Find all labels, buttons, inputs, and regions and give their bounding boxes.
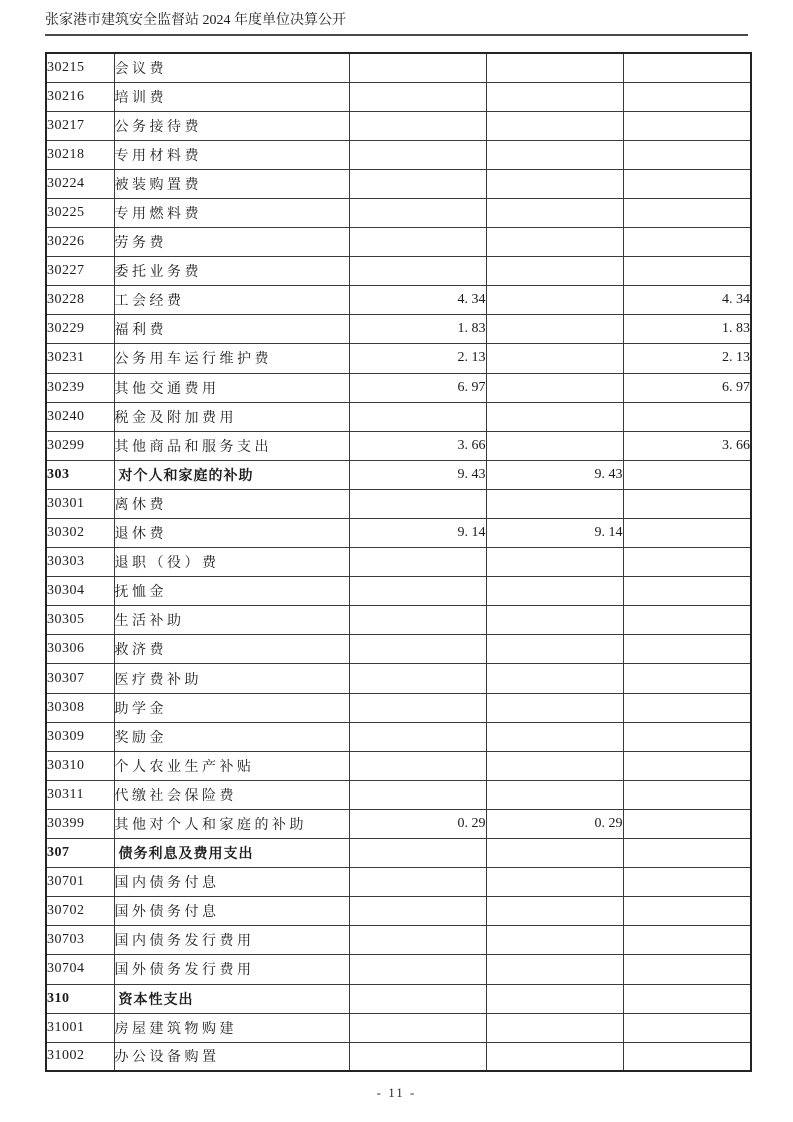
name-cell: 国内债务发行费用 bbox=[114, 926, 349, 955]
name-cell: 代缴社会保险费 bbox=[114, 780, 349, 809]
value2-cell bbox=[486, 577, 623, 606]
name-cell: 国外债务发行费用 bbox=[114, 955, 349, 984]
value1-cell bbox=[349, 839, 486, 868]
value2-cell bbox=[486, 431, 623, 460]
value3-cell bbox=[623, 751, 751, 780]
value1-cell bbox=[349, 198, 486, 227]
table-row bbox=[46, 286, 751, 315]
table-row bbox=[46, 140, 751, 169]
name-cell: 房屋建筑物购建 bbox=[114, 1013, 349, 1042]
table-row bbox=[46, 955, 751, 984]
value1-cell bbox=[349, 868, 486, 897]
value3-cell: 2. 13 bbox=[623, 344, 751, 373]
table-row bbox=[46, 344, 751, 373]
value2-cell bbox=[486, 664, 623, 693]
value1-cell bbox=[349, 1042, 486, 1071]
value1-cell bbox=[349, 169, 486, 198]
name-cell: 抚恤金 bbox=[114, 577, 349, 606]
code-cell: 30306 bbox=[46, 635, 114, 664]
name-cell: 国外债务付息 bbox=[114, 897, 349, 926]
name-cell: 退休费 bbox=[114, 519, 349, 548]
code-cell: 30302 bbox=[46, 519, 114, 548]
code-cell: 310 bbox=[46, 984, 114, 1013]
value2-cell bbox=[486, 169, 623, 198]
value2-cell bbox=[486, 984, 623, 1013]
value3-cell bbox=[623, 693, 751, 722]
value1-cell bbox=[349, 140, 486, 169]
name-cell: 会议费 bbox=[114, 53, 349, 82]
name-cell: 公务用车运行维护费 bbox=[114, 344, 349, 373]
value1-cell: 0. 29 bbox=[349, 809, 486, 838]
value2-cell bbox=[486, 751, 623, 780]
code-cell: 30703 bbox=[46, 926, 114, 955]
value1-cell: 9. 43 bbox=[349, 460, 486, 489]
name-cell: 被装购置费 bbox=[114, 169, 349, 198]
budget-table bbox=[45, 52, 752, 1072]
value3-cell bbox=[623, 402, 751, 431]
name-cell: 资本性支出 bbox=[114, 984, 349, 1013]
value2-cell: 9. 43 bbox=[486, 460, 623, 489]
value1-cell bbox=[349, 984, 486, 1013]
code-cell: 31002 bbox=[46, 1042, 114, 1071]
value2-cell bbox=[486, 257, 623, 286]
value3-cell bbox=[623, 1042, 751, 1071]
table-row bbox=[46, 111, 751, 140]
table-row bbox=[46, 402, 751, 431]
name-cell: 医疗费补助 bbox=[114, 664, 349, 693]
value3-cell bbox=[623, 489, 751, 518]
value3-cell: 3. 66 bbox=[623, 431, 751, 460]
value1-cell bbox=[349, 955, 486, 984]
value2-cell bbox=[486, 897, 623, 926]
name-cell: 离休费 bbox=[114, 489, 349, 518]
value1-cell: 2. 13 bbox=[349, 344, 486, 373]
value1-cell bbox=[349, 722, 486, 751]
value1-cell bbox=[349, 897, 486, 926]
code-cell: 30307 bbox=[46, 664, 114, 693]
value2-cell bbox=[486, 402, 623, 431]
value2-cell bbox=[486, 926, 623, 955]
table-row bbox=[46, 1042, 751, 1071]
table-row bbox=[46, 868, 751, 897]
value3-cell: 1. 83 bbox=[623, 315, 751, 344]
code-cell: 30399 bbox=[46, 809, 114, 838]
value1-cell bbox=[349, 111, 486, 140]
name-cell: 福利费 bbox=[114, 315, 349, 344]
code-cell: 30305 bbox=[46, 606, 114, 635]
value1-cell bbox=[349, 751, 486, 780]
value3-cell bbox=[623, 169, 751, 198]
value1-cell: 9. 14 bbox=[349, 519, 486, 548]
code-cell: 30704 bbox=[46, 955, 114, 984]
value1-cell: 1. 83 bbox=[349, 315, 486, 344]
value3-cell bbox=[623, 257, 751, 286]
value1-cell bbox=[349, 257, 486, 286]
value1-cell bbox=[349, 228, 486, 257]
value2-cell bbox=[486, 780, 623, 809]
value2-cell bbox=[486, 1042, 623, 1071]
value2-cell bbox=[486, 722, 623, 751]
table-row bbox=[46, 460, 751, 489]
table-row bbox=[46, 519, 751, 548]
table-row bbox=[46, 315, 751, 344]
value1-cell bbox=[349, 53, 486, 82]
code-cell: 30299 bbox=[46, 431, 114, 460]
value1-cell bbox=[349, 1013, 486, 1042]
table-row bbox=[46, 693, 751, 722]
table-row bbox=[46, 897, 751, 926]
value1-cell bbox=[349, 548, 486, 577]
value3-cell bbox=[623, 926, 751, 955]
value2-cell bbox=[486, 315, 623, 344]
table-row bbox=[46, 984, 751, 1013]
value3-cell bbox=[623, 722, 751, 751]
name-cell: 债务利息及费用支出 bbox=[114, 839, 349, 868]
name-cell: 对个人和家庭的补助 bbox=[114, 460, 349, 489]
value3-cell bbox=[623, 664, 751, 693]
name-cell: 其他对个人和家庭的补助 bbox=[114, 809, 349, 838]
code-cell: 30240 bbox=[46, 402, 114, 431]
header-divider-rule bbox=[45, 34, 748, 36]
table-row bbox=[46, 664, 751, 693]
value1-cell: 4. 34 bbox=[349, 286, 486, 315]
name-cell: 办公设备购置 bbox=[114, 1042, 349, 1071]
code-cell: 30218 bbox=[46, 140, 114, 169]
value3-cell bbox=[623, 635, 751, 664]
value1-cell bbox=[349, 82, 486, 111]
code-cell: 30701 bbox=[46, 868, 114, 897]
code-cell: 30311 bbox=[46, 780, 114, 809]
code-cell: 30217 bbox=[46, 111, 114, 140]
table-row bbox=[46, 82, 751, 111]
code-cell: 30303 bbox=[46, 548, 114, 577]
code-cell: 30225 bbox=[46, 198, 114, 227]
value2-cell bbox=[486, 635, 623, 664]
code-cell: 30702 bbox=[46, 897, 114, 926]
code-cell: 30215 bbox=[46, 53, 114, 82]
value3-cell bbox=[623, 897, 751, 926]
value2-cell bbox=[486, 373, 623, 402]
value3-cell bbox=[623, 780, 751, 809]
value3-cell bbox=[623, 228, 751, 257]
table-row bbox=[46, 577, 751, 606]
code-cell: 30227 bbox=[46, 257, 114, 286]
value3-cell bbox=[623, 868, 751, 897]
name-cell: 委托业务费 bbox=[114, 257, 349, 286]
value1-cell bbox=[349, 693, 486, 722]
code-cell: 30229 bbox=[46, 315, 114, 344]
value2-cell: 9. 14 bbox=[486, 519, 623, 548]
value2-cell bbox=[486, 1013, 623, 1042]
value3-cell bbox=[623, 111, 751, 140]
table-row bbox=[46, 1013, 751, 1042]
value1-cell bbox=[349, 489, 486, 518]
value3-cell: 6. 97 bbox=[623, 373, 751, 402]
table-row bbox=[46, 809, 751, 838]
value1-cell: 6. 97 bbox=[349, 373, 486, 402]
value3-cell bbox=[623, 955, 751, 984]
value1-cell bbox=[349, 780, 486, 809]
name-cell: 个人农业生产补贴 bbox=[114, 751, 349, 780]
table-row bbox=[46, 635, 751, 664]
value2-cell bbox=[486, 548, 623, 577]
name-cell: 其他商品和服务支出 bbox=[114, 431, 349, 460]
value1-cell: 3. 66 bbox=[349, 431, 486, 460]
value1-cell bbox=[349, 402, 486, 431]
value2-cell bbox=[486, 955, 623, 984]
table-row bbox=[46, 53, 751, 82]
table-row bbox=[46, 606, 751, 635]
value2-cell bbox=[486, 693, 623, 722]
code-cell: 30226 bbox=[46, 228, 114, 257]
code-cell: 30224 bbox=[46, 169, 114, 198]
value1-cell bbox=[349, 664, 486, 693]
value1-cell bbox=[349, 635, 486, 664]
name-cell: 工会经费 bbox=[114, 286, 349, 315]
code-cell: 307 bbox=[46, 839, 114, 868]
code-cell: 30309 bbox=[46, 722, 114, 751]
document-header-title: 张家港市建筑安全监督站 2024 年度单位决算公开 bbox=[45, 13, 346, 28]
value3-cell bbox=[623, 460, 751, 489]
value2-cell bbox=[486, 839, 623, 868]
value3-cell bbox=[623, 809, 751, 838]
name-cell: 公务接待费 bbox=[114, 111, 349, 140]
value3-cell: 4. 34 bbox=[623, 286, 751, 315]
name-cell: 专用燃料费 bbox=[114, 198, 349, 227]
table-row bbox=[46, 548, 751, 577]
value2-cell bbox=[486, 868, 623, 897]
code-cell: 31001 bbox=[46, 1013, 114, 1042]
value2-cell bbox=[486, 286, 623, 315]
name-cell: 生活补助 bbox=[114, 606, 349, 635]
table-row bbox=[46, 839, 751, 868]
code-cell: 303 bbox=[46, 460, 114, 489]
name-cell: 培训费 bbox=[114, 82, 349, 111]
name-cell: 助学金 bbox=[114, 693, 349, 722]
value3-cell bbox=[623, 984, 751, 1013]
budget-table-body bbox=[46, 53, 751, 1071]
value1-cell bbox=[349, 926, 486, 955]
code-cell: 30304 bbox=[46, 577, 114, 606]
value2-cell bbox=[486, 228, 623, 257]
code-cell: 30301 bbox=[46, 489, 114, 518]
value3-cell bbox=[623, 82, 751, 111]
code-cell: 30228 bbox=[46, 286, 114, 315]
code-cell: 30239 bbox=[46, 373, 114, 402]
table-row bbox=[46, 198, 751, 227]
table-row bbox=[46, 257, 751, 286]
page-number: - 11 - bbox=[376, 1085, 417, 1100]
value3-cell bbox=[623, 1013, 751, 1042]
value2-cell bbox=[486, 140, 623, 169]
value3-cell bbox=[623, 140, 751, 169]
code-cell: 30216 bbox=[46, 82, 114, 111]
table-row bbox=[46, 228, 751, 257]
table-row bbox=[46, 373, 751, 402]
value3-cell bbox=[623, 548, 751, 577]
value1-cell bbox=[349, 606, 486, 635]
code-cell: 30231 bbox=[46, 344, 114, 373]
name-cell: 退职（役）费 bbox=[114, 548, 349, 577]
value2-cell bbox=[486, 344, 623, 373]
name-cell: 其他交通费用 bbox=[114, 373, 349, 402]
value2-cell bbox=[486, 606, 623, 635]
table-row bbox=[46, 780, 751, 809]
value3-cell bbox=[623, 519, 751, 548]
table-row bbox=[46, 169, 751, 198]
code-cell: 30310 bbox=[46, 751, 114, 780]
value2-cell bbox=[486, 198, 623, 227]
value2-cell bbox=[486, 53, 623, 82]
code-cell: 30308 bbox=[46, 693, 114, 722]
value2-cell: 0. 29 bbox=[486, 809, 623, 838]
value2-cell bbox=[486, 82, 623, 111]
value3-cell bbox=[623, 839, 751, 868]
name-cell: 奖励金 bbox=[114, 722, 349, 751]
name-cell: 劳务费 bbox=[114, 228, 349, 257]
value2-cell bbox=[486, 489, 623, 518]
name-cell: 税金及附加费用 bbox=[114, 402, 349, 431]
value2-cell bbox=[486, 111, 623, 140]
name-cell: 国内债务付息 bbox=[114, 868, 349, 897]
value3-cell bbox=[623, 577, 751, 606]
table-row bbox=[46, 431, 751, 460]
table-row bbox=[46, 489, 751, 518]
value3-cell bbox=[623, 606, 751, 635]
table-row bbox=[46, 722, 751, 751]
table-row bbox=[46, 751, 751, 780]
table-row bbox=[46, 926, 751, 955]
name-cell: 救济费 bbox=[114, 635, 349, 664]
value3-cell bbox=[623, 53, 751, 82]
value3-cell bbox=[623, 198, 751, 227]
value1-cell bbox=[349, 577, 486, 606]
name-cell: 专用材料费 bbox=[114, 140, 349, 169]
